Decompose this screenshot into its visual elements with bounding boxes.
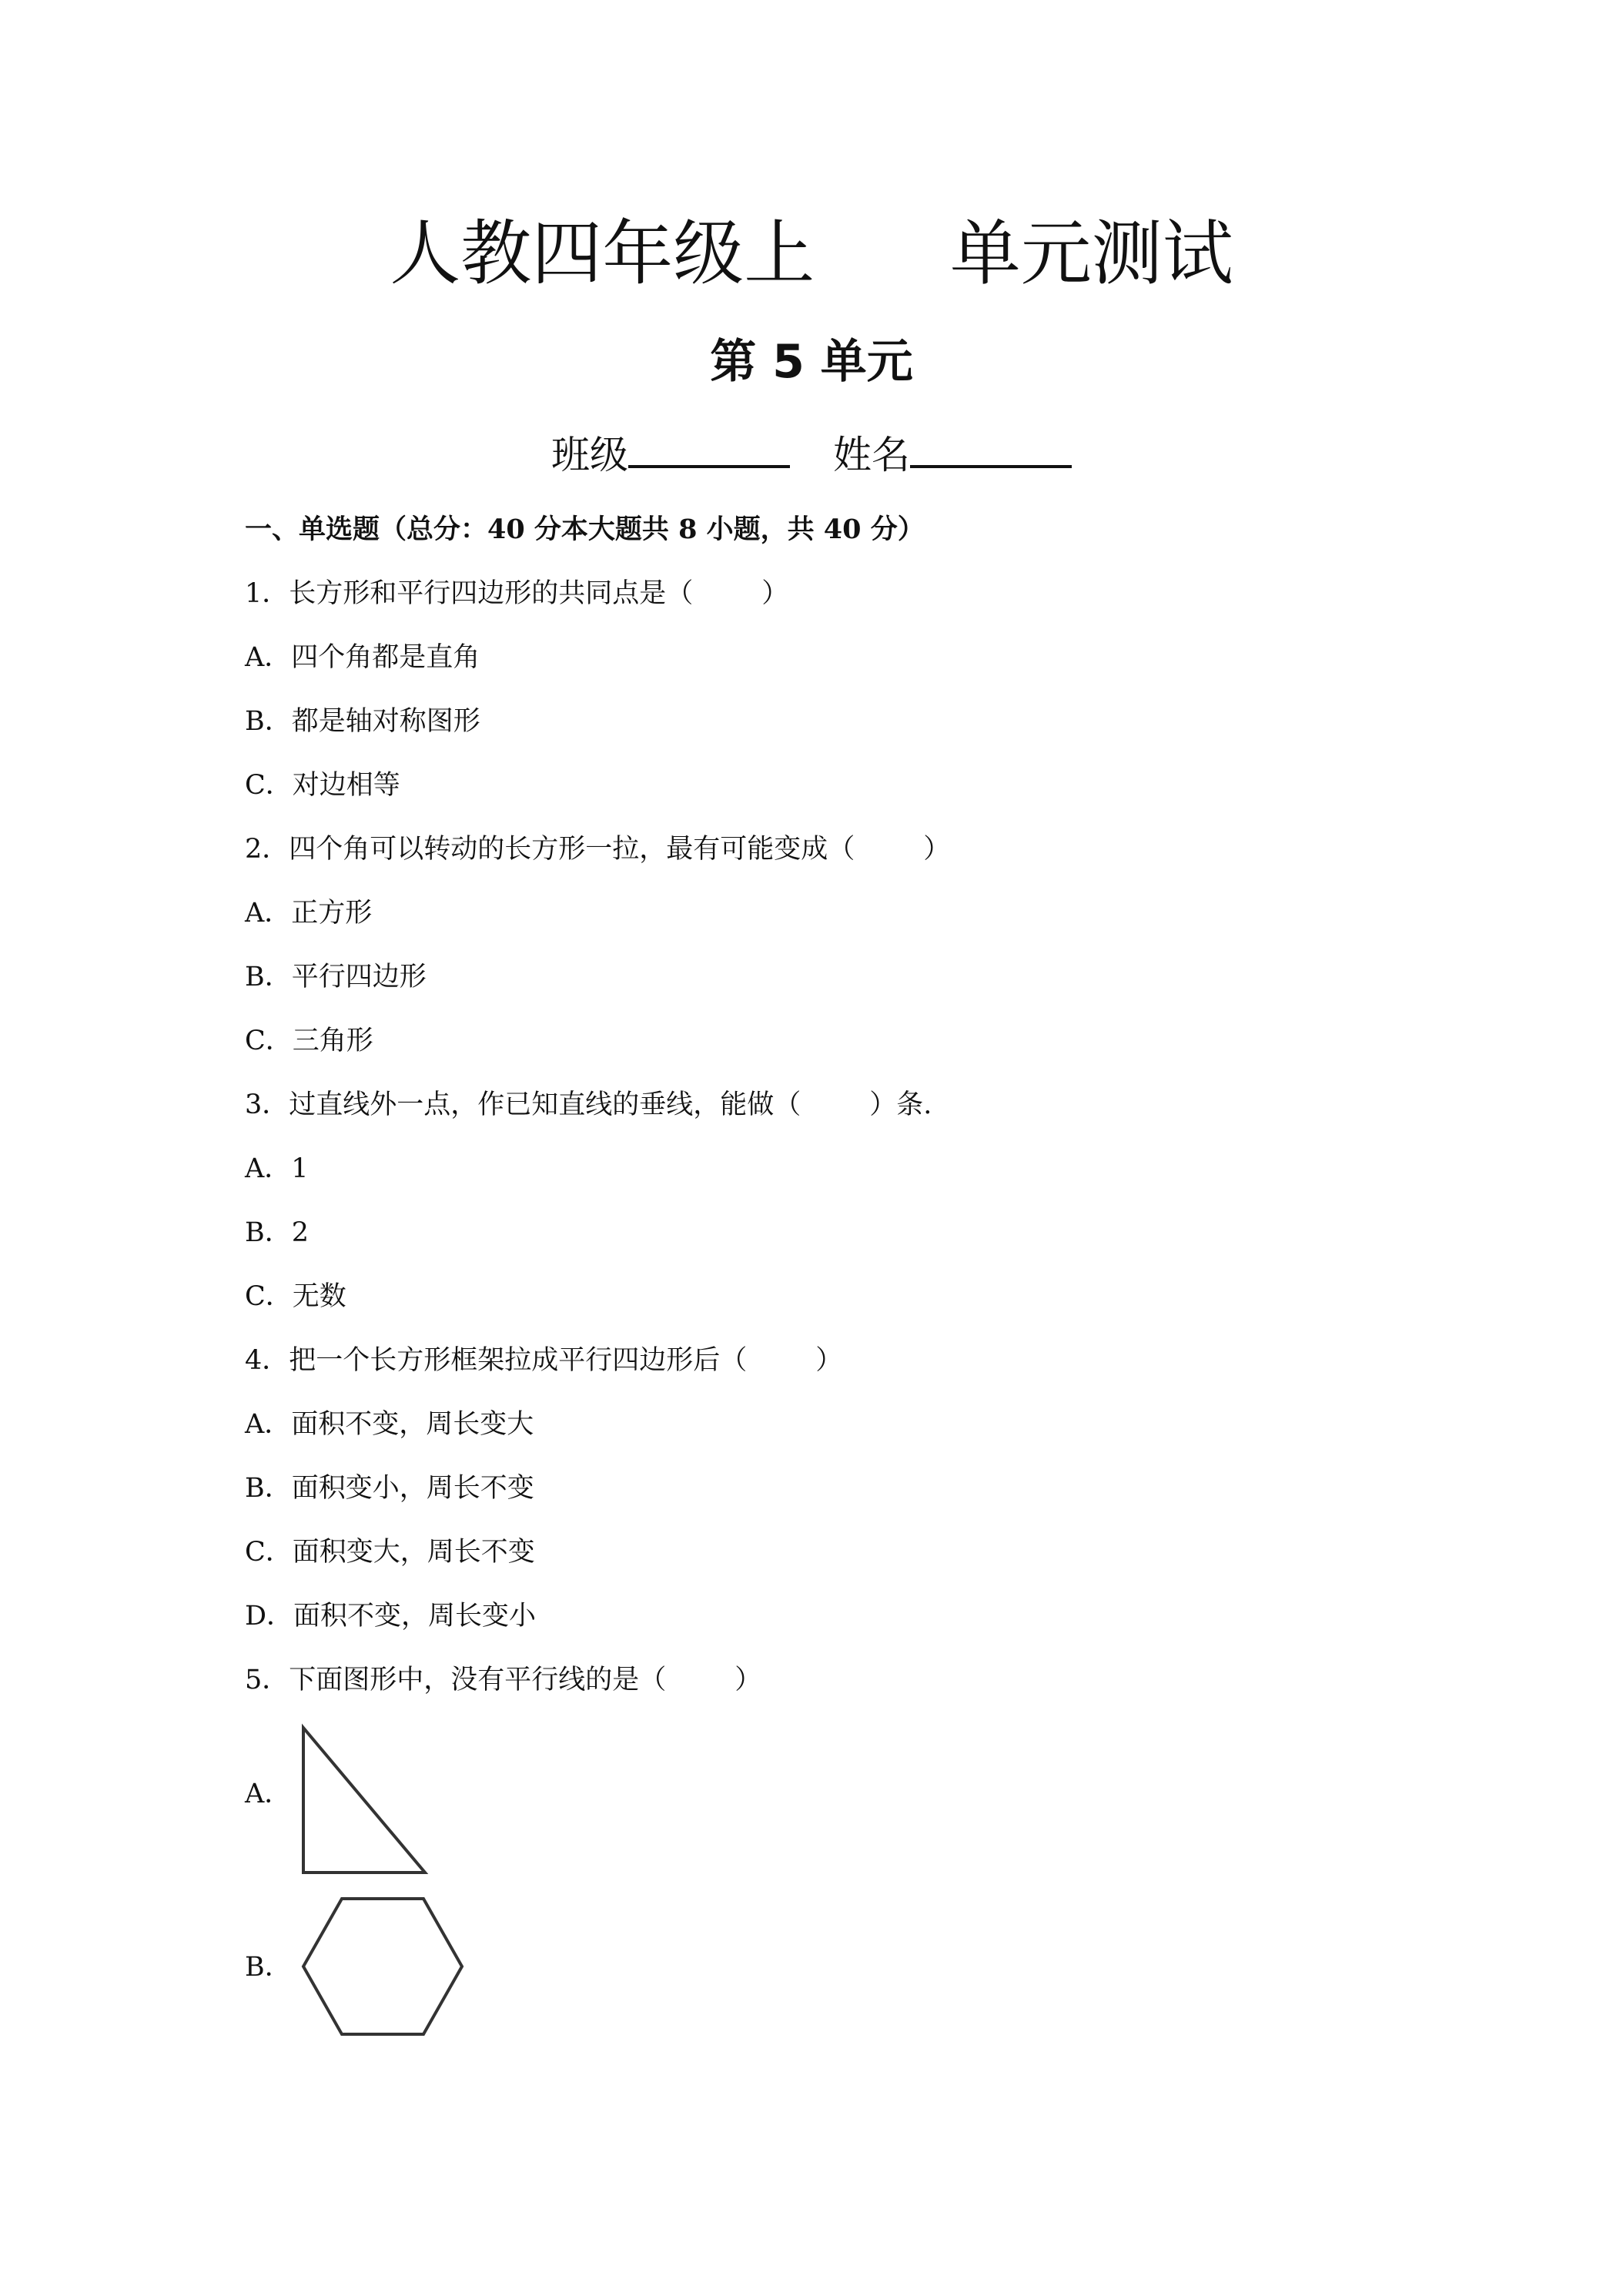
hexagon-figure xyxy=(297,1894,467,2040)
question-5-option-b[interactable]: B． xyxy=(245,1952,292,1983)
right-triangle-figure xyxy=(299,1725,430,1879)
student-info xyxy=(0,422,1623,486)
question-2-option-b[interactable]: B．平行四边形 xyxy=(245,962,427,992)
question-1-stem: 1．长方形和平行四边形的共同点是（ ） xyxy=(245,578,789,609)
question-4-option-a[interactable]: A．面积不变，周长变大 xyxy=(245,1409,534,1440)
name-label: 姓名 xyxy=(833,433,910,477)
question-2-option-c[interactable]: C．三角形 xyxy=(245,1026,373,1056)
question-4-option-b[interactable]: B．面积变小，周长不变 xyxy=(245,1473,534,1504)
question-2-stem: 2．四个角可以转动的长方形一拉，最有可能变成（ ） xyxy=(245,834,951,865)
question-3-option-a[interactable]: A．1 xyxy=(245,1153,309,1184)
class-blank[interactable] xyxy=(628,422,790,468)
question-4-option-d[interactable]: D．面积不变，周长变小 xyxy=(245,1601,537,1632)
unit-subtitle: 第 5 单元 xyxy=(710,335,913,389)
question-3-option-c[interactable]: C．无数 xyxy=(245,1281,346,1312)
question-1-option-a[interactable]: A．四个角都是直角 xyxy=(245,642,480,673)
section-title: 一、单选题（总分：40 分本大题共 8 小题，共 40 分） xyxy=(245,514,925,545)
question-1-option-b[interactable]: B．都是轴对称图形 xyxy=(245,706,480,737)
question-4-option-c[interactable]: C．面积变大，周长不变 xyxy=(245,1537,535,1568)
name-blank[interactable] xyxy=(910,422,1072,468)
question-4-stem: 4．把一个长方形框架拉成平行四边形后（ ） xyxy=(245,1345,843,1376)
question-1-option-c[interactable]: C．对边相等 xyxy=(245,770,400,801)
class-label: 班级 xyxy=(551,433,628,477)
question-3-option-b[interactable]: B．2 xyxy=(245,1217,309,1248)
question-2-option-a[interactable]: A．正方形 xyxy=(245,898,373,929)
page-title: 人教四年级上 单元测试 xyxy=(390,213,1233,295)
question-5-option-a[interactable]: A． xyxy=(245,1779,292,1809)
question-3-stem: 3．过直线外一点，作已知直线的垂线，能做（ ）条. xyxy=(245,1089,932,1120)
question-5-stem: 5．下面图形中，没有平行线的是（ ） xyxy=(245,1665,762,1695)
